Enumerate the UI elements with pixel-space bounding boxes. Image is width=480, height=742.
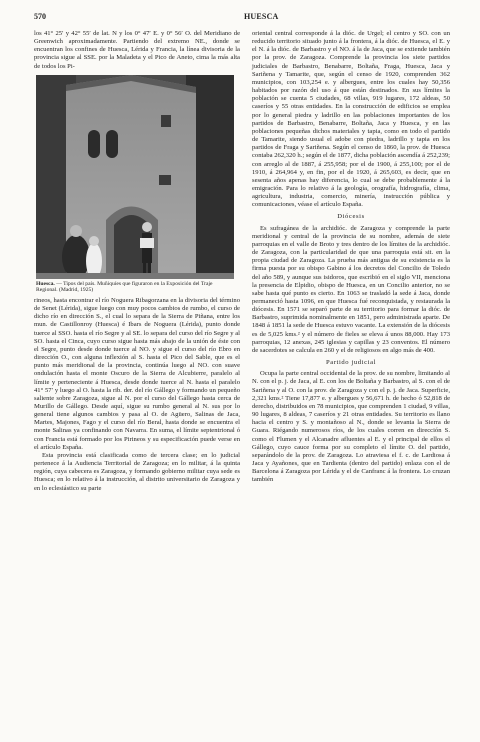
figure-caption [36, 281, 234, 294]
paragraph-classification: Esta provincia está clasificada como de tercera clase; en lo judicial pertenece á la Audiencia Territorial de Zaragoza; en lo militar, á la quinta región, cuya cabecera es Zaragoza, y formando gobierno militar cuya sede es Huesca; en lo relativo á la instrucción, al distrito universitario de Zaragoza y en lo eclesiástico su parte [34, 451, 240, 492]
paragraph-partido-judicial: Ocupa la parte central occidental de la prov. de su nombre, limitando al N. con el p. j. de Jaca, al E. con los de Boltaña y Barbastro, al S. con el de Sariñena y al O. con la prov. de Zaragoza y con el p. j. de Jaca. Superficie, 2,321 kms.² Tiene 17,877 e. y albergues y 56,671 h. de hecho ó 52,818 de derecho, distribuidos en 78 municipios, que comprenden 1 ciudad, 9 villas, 90 lugares, 8 aldeas, 7 caseríos y 21 otras entidades. Su territorio es llano hacia el centro y S. y montañoso al N., donde se levanta la Sierra de Guara. Riégando numerosos ríos, de los cuales corren en dirección S. como el Flumen y el Alcanadre afluentes al E. y el principal de ellos el Gállego, cuyo cauce forma por su completo el límite O. del partido, separándolo de la prov. de Zaragoza. Lo atraviesa el f. c. de Lardiosa á Jaca y Ayañones, que en Tardienta (dentro del partido) enlaza con el de Barcelona á Zaragoza por Lérida y el de Canfranc á la frontera. Lo cruzan también [252, 370, 450, 484]
page-header [34, 12, 450, 24]
caption-label: Huesca. [36, 280, 55, 287]
paragraph-boundaries: rineos, hasta encontrar el río Noguera Ribagorzana en la divisoria del término de Senet (Lérida), sigue luego con muy pocos cambios de rumbo, el curso de dicho río en dirección S., el cual lo separa de la Sierra de Piñana, entre los mun. de Castillonroy (Huesca) é Ibars de Noguera (Lérida), punto donde tuerce al SSO. hasta el río Segre y al SE. lo separa del curso del río Segre y al SO. hasta el Cinca, cuyo curso sigue hasta más abajo de la unión de éste con el Segre, punto desde donde tuerce al NO. y sigue el curso del río Ebro en dirección O., con alguna inflexión al S. hasta el Pico del Sable, que es el punto más meridional de la provincia, continúa luego al NO. con suave ondulación hasta el monte Oscuro de la Sierra de Alcubierre, paralelo al límite y perteneciente á Huesca, desde donde tuerce al N. hasta el paralelo 41° 57′ y luego al O. hasta la rib. der. del río Gállego y formando un pequeño saliente sobre Zaragoza, sigue al N. por el curso del Gállego hasta cerca de Murillo de Gállego. Desde aquí, sigue su rumbo general al N. sus por lo general tiene algunos cambios y pasa al O. de Agüero, Salinas de Jaca, Martes, Majones, Fago y el curso del río Beral, hasta donde se encuentra el monte Salinas ya confinando con Navarra. En suma, el límite septentrional ó con Francia está formado por los Pirineos y su especificación puede verse en el artículo España. [34, 296, 240, 451]
page-title: HUESCA [244, 12, 279, 21]
photo-illustration [36, 75, 234, 279]
paragraph-diocesis: Es sufragánea de la archidióc. de Zaragoza y comprende la parte meridional y central de la provincia de su nombre, además de siete parroquias en el valle de Broto y tres dentro de los límites de la archidióc. de Zaragoza, con la particularidad de que una parroquia está sit. en la propia ciudad de Zaragoza. La prueba más antigua de su existencia es la firma puesta por su obispo Gabino á los decretos del Concilio de Toledo del año 589, y aunque sus isidoros, que escribió en el siglo VII, menciona la presencia de Elpidio, obispo de Huesca, en un Concilio anterior, no se sabe hasta qué punto es cierto. En 1063 se trasladó la sede á Jaca, donde permaneció hasta 1096, en que Huesca fué reconquistada, y restaurada la diócesis. En 1571 se separó parte de su territorio para formar la dióc. de Barbastro, suprimida nominalmente en 1851, pero administrada aparte. De 1848 á 1851 la sede de Huesca estuvo vacante. La extensión de la diócesis es de 5,025 kms.² y el número de fieles se eleva á unos 88,000. Hay 173 parroquias, 12 anexas, 245 iglesias y capillas y 23 conventos. El número de sacerdotes se calcula en 260 y el de religiosos en algo más de 400. [252, 224, 450, 354]
section-title-partido-judicial: Partido judicial [325, 359, 377, 367]
left-column [34, 30, 240, 493]
paragraph-dioceses-population: oriental central corresponde á la dióc. de Urgel; el centro y SO. con un reducido territorio situado junto á la frontera, á la dióc. de Huesca, el E. y el N. á la dióc. de Barbastro y el NO. á la de Jaca, que se extiende también por la prov. de Zaragoza. Comprende la provincia los siete partidos judiciales de Barbastro, Benabarre, Boltaña, Fraga, Huesca, Jaca y Sariñena y Tamarite, que, según el censo de 1920, comprenden 362 municipios, con 103,254 e. y albergues, entre los cuales hay 50,356 habitados por razón del uso á que están destinados. En sus límites la población se cuenta 5 ciudades, 68 villas, 919 lugares, 172 aldeas, 50 caseríos y 55 otras entidades. En la construcción de edificios se emplea por lo general piedra y ladrillo en las poblaciones importantes de los partidos de Barbastro, Benabarre, Boltaña, Jaca y Huesca, y en las poblaciones pequeñas dichos materiales y tapia, como en todo el partido de Tamarite, siendo usual el adobe con piedra, ladrillo y tapia en los partidos de Fraga y Sariñena. Según el censo de 1860, la prov. de Huesca contaba 262,320 h.; según el de 1877, dicha población ascendía á 252,239; con arreglo al de 1887, á 255,958; por el de 1900, á 255,100; por el de 1910, á 264,964 y, en fin, por el de 1920, á 265,603, es decir, que en sesenta años apenas hay diferencia, lo cual se debe probablemente á la emigración. Para lo relativo á la geología, orografía, hidrografía, clima, agricultura, industria, comercio, minería, instrucción pública y comunicaciones, véase el artículo España. [252, 30, 450, 209]
right-column [252, 30, 450, 484]
caption-text: — Tipos del país. Muñiquíes que figuraron en la Exposición del Traje Regional. (Madrid, 1925) [36, 280, 213, 294]
figure [36, 75, 234, 294]
page-number: 570 [34, 12, 46, 21]
paragraph-intro: los 41° 25′ y 42° 55′ de lat. N y los 0° 47′ E. y 0° 56′ O. del Meridiano de Greenwich aproximadamente. Partiendo del extremo NE., donde se encuentran los confines de Huesca, Lérida y Francia, la línea divisoria de la provincia sigue al SSE. por la Maladeta y el Pico de Aneto, cima la más alta de todos los Pi- [34, 30, 240, 70]
section-title-diocesis: Diócesis [337, 213, 365, 221]
photo-regional-costumes [36, 75, 234, 279]
